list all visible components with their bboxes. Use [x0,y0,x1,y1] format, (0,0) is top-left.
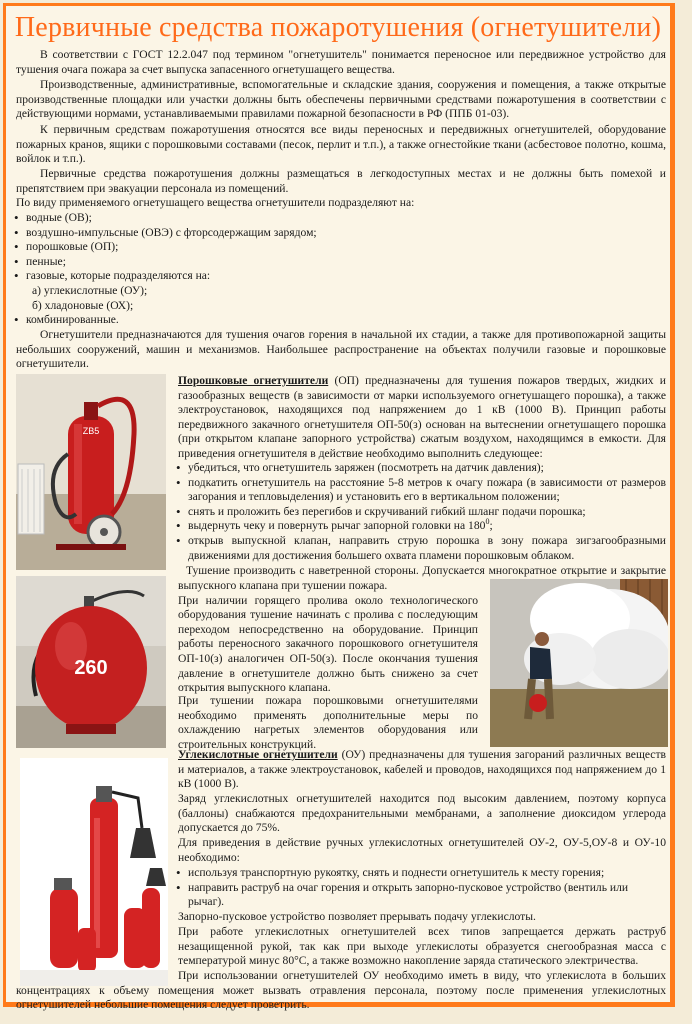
purpose-paragraph: Огнетушители предназначаются для тушения очагов горения в начальной их стадии, а также для противопожарной защиты небольших сооружений, машин и механизмов. Наибольшее распространение на объектах получили газовые и порошковые огнетушители. [16,328,666,371]
intro-paragraph-4: Первичные средства пожаротушения должны размещаться в легкодоступных местах и не должны быть помехой и препятствием при эвакуации персонала из помещений. [16,167,666,195]
list-item: • порошковые (ОП); [10,240,510,255]
page-title: Первичные средства пожаротушения (огнетушители) [14,12,662,43]
powder-intro-text: (ОП) предназначены для тушения пожаров твердых, жидких и газообразных веществ (в зависимости от марки используемого огнетушащего порошка), а также электроустановок, находящихся под напряжением до 1 кВ (1000 В). Принцип работы передвижного закачного огнетушителя ОП-50(з) основан на вытеснении огнетушащего порошка (при открытом клапане запорного устройства) сжатым воздухом, находящимся в емкости. Для приведения огнетушителя в действие необходимо выполнить следующее: [178,374,666,460]
powder-steps [172,461,666,563]
co2-heading: Углекислотные огнетушители [178,748,338,761]
list-item: • направить раструб на очаг горения и открыть запорно-пусковое устройство (вентиль или рычаг). [172,881,666,910]
co2-intro [178,748,666,792]
co2-steps [172,866,666,910]
intro-paragraph-1: В соответствии с ГОСТ 12.2.047 под термином "огнетушитель" понимается переносное или передвижное устройство для тушения очага пожара за счет выпуска запасенного огнетушащего вещества. [16,48,666,76]
list-item: б) хладоновые (ОХ); [32,298,134,312]
wheeled-extinguisher-photo [16,374,166,570]
list-item: • открыв выпускной клапан, направить струю порошка в зону пожара зигзагообразными движениями для достижения большего охвата пламени порошковым облаком. [172,534,666,563]
intro-paragraph-2: Производственные, административные, вспомогательные и складские здания, сооружения и помещения, а также открытые производственные площадки или участки должны быть обеспечены первичными средствами пожаротушения в соответствии с действующими нормами, устанавливаемыми правилами пожарной безопасности в РФ (ППБ 01-03). [16,78,666,121]
demo-photo [490,579,668,747]
list-item: • пенные; [10,255,510,270]
co2-paragraph-6: При использовании огнетушителей ОУ необходимо иметь в виду, что углекислота в больших концентрациях к объему помещения может вызвать отравления персонала, поэтому после применения углекислотных огнетушителей небольшие помещения следует проветрить. [16,969,666,1012]
co2-paragraph-4: Запорно-пусковое устройство позволяет прерывать подачу углекислоты. [178,910,536,923]
extinguisher-label: 260 [74,657,108,679]
list-item: а) углекислотные (ОУ); [32,284,148,297]
list-item: • подкатить огнетушитель на расстояние 5-8 метров к очагу пожара (в зависимости от размеров загорания и тепловыделения) и установить его в вертикальном положении; [172,476,666,505]
powder-paragraph-2-part-1: Тушение производить с наветренной стороны. Допускается многократное открытие и закрытие выпускного клапана при тушении пожара. [178,564,666,592]
list-item: • воздушно-импульсные (ОВЭ) с фторсодержащим зарядом; [10,226,510,241]
list-item: • убедиться, что огнетушитель заряжен (посмотреть на датчик давления); [172,461,666,476]
co2-extinguishers-photo [20,758,168,986]
step-text: выдернуть чеку и повернуть рычаг запорной головки на 180 [188,519,486,533]
list-item: • выдернуть чеку и повернуть рычаг запорной головки на $180^0$; [172,519,666,534]
gas-types-list [32,284,332,313]
co2-paragraph-2: Заряд углекислотных огнетушителей находится под высоким давлением, поэтому корпуса (баллоны) снабжаются предохранительными мембранами, а заполнение диоксидом углерода допускается до 75%. [178,792,666,835]
degree-mark: 0 [485,517,490,527]
co2-paragraph-3: Для приведения в действие ручных углекислотных огнетушителей ОУ-2, ОУ-5,ОУ-8 и ОУ-10 необходимо: [178,836,666,864]
co2-paragraph-5: При работе углекислотных огнетушителей всех типов запрещается держать раструб незащищенной рукой, так как при выходе углекислоты образуется снегообразная масса с температурой минус 80°С, а также возможно накопление заряда статического электричества. [178,925,666,968]
intro-paragraph-5: По виду применяемого огнетушащего вещества огнетушители подразделяют на: [16,196,415,209]
list-item: • комбинированные. [10,313,310,328]
list-item: • водные (ОВ); [10,211,510,226]
powder-heading: Порошковые огнетушители [178,374,329,387]
powder-intro [178,374,666,462]
list-item: • снять и проложить без перегибов и скручиваний гибкий шланг подачи порошка; [172,505,666,520]
barrel-extinguisher-photo [16,576,166,748]
powder-paragraph-3: При тушении пожара порошковыми огнетушителями необходимо применять дополнительные меры по охлаждению нагретых элементов оборудования или строительных конструкций. [178,694,478,751]
list-item: • используя транспортную рукоятку, снять и поднести огнетушитель к месту горения; [172,866,666,881]
poster [3,3,675,1012]
co2-intro-text: (ОУ) предназначены для тушения загораний различных веществ и материалов, а также электроустановок, кабелей и проводов, находящихся под напряжением до 1 кВ (1000 В). [178,748,666,791]
extinguisher-label: ZB5 [82,426,100,436]
list-item: • газовые, которые подразделяются на: [10,269,510,284]
types-list-last [10,313,310,328]
intro-paragraph-3: К первичным средствам пожаротушения относятся все виды переносных и передвижных огнетушителей, оборудование пожарных кранов, ящики с порошковыми составами (песок, перлит и т.п.), а также огнестойкие ткани (асбестовое полотно, кошма, войлок и т.п.). [16,123,666,166]
powder-paragraph-2-part-2: При наличии горящего пролива около технологического оборудования тушение начинать с пролива с последующим переходом непосредственно на оборудование. Принцип работы переносного закачного порошкового огнетушителя ОП-10(з) аналогичен ОП-50(з). После окончания тушения давление в огнетушителе должно быть снижено за счет открытия выпускного клапана. [178,593,478,695]
types-list [10,211,510,284]
